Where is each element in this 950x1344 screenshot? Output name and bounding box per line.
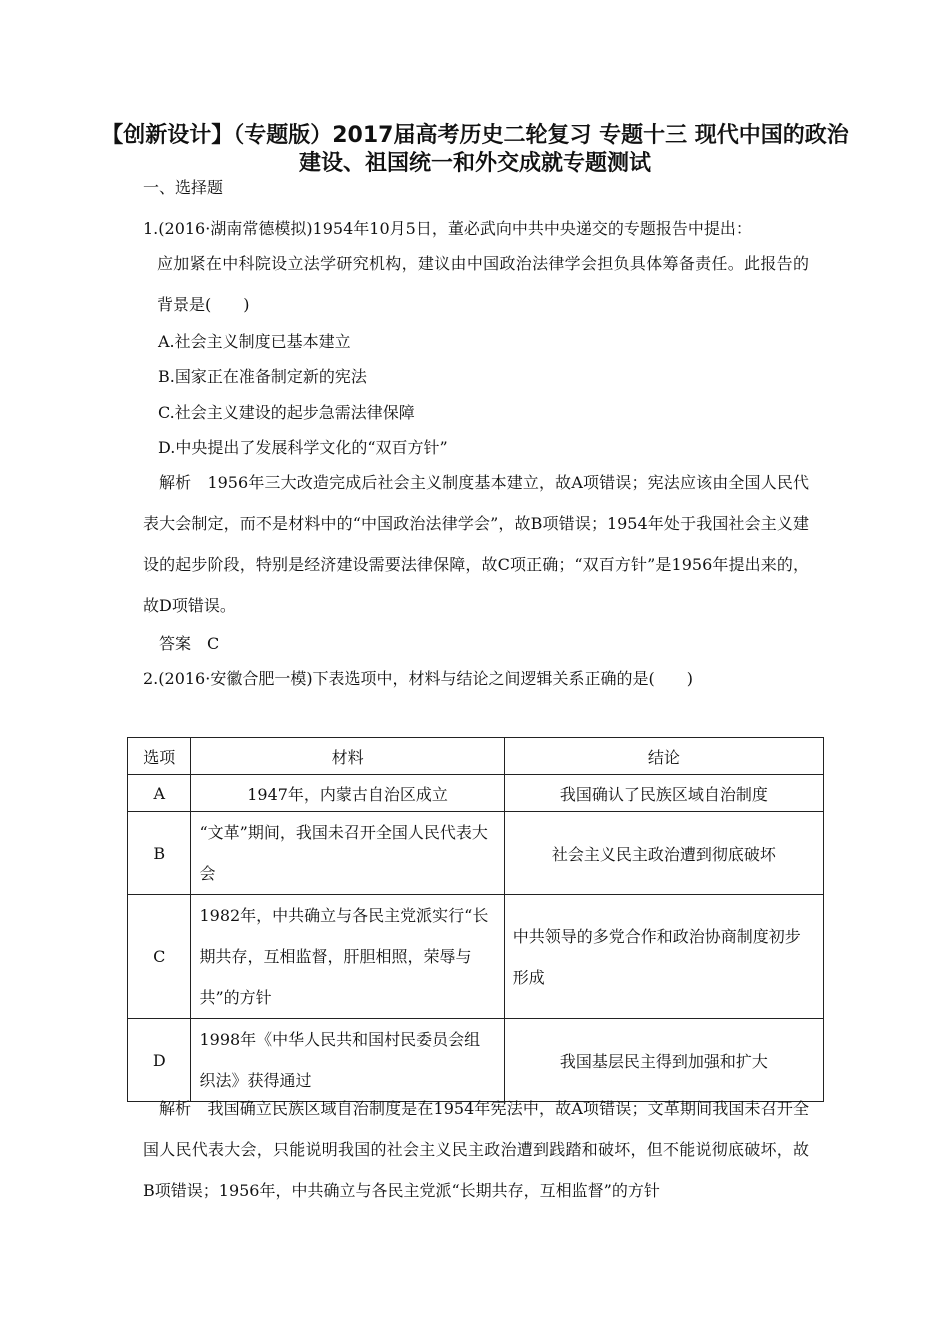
- table-row: [128, 812, 824, 895]
- table-cell-conclusion: 我国确认了民族区域自治制度: [504, 775, 823, 812]
- table-cell-option: A: [128, 775, 191, 812]
- table-header-option: 选项: [128, 738, 191, 775]
- table-cell-option: D: [128, 1019, 191, 1102]
- document-title: 【创新设计】（专题版）2017届高考历史二轮复习 专题十三 现代中国的政治建设、祖国统一和外交成就专题测试: [101, 123, 849, 176]
- question-2-table: [127, 737, 824, 1102]
- question-2-stem: 2.(2016·安徽合肥一模)下表选项中，材料与结论之间逻辑关系正确的是( ): [143, 669, 694, 688]
- table-row: [128, 775, 824, 812]
- table-cell-conclusion: 我国基层民主得到加强和扩大: [504, 1019, 823, 1102]
- question-1-option-b: B.国家正在准备制定新的宪法: [158, 367, 367, 386]
- question-1-option-d: D.中央提出了发展科学文化的“双百方针”: [158, 438, 448, 457]
- section-heading: 一、选择题: [143, 178, 224, 197]
- table-cell-option: C: [128, 895, 191, 1019]
- question-1-option-a: A.社会主义制度已基本建立: [158, 332, 351, 351]
- question-1-option-c: C.社会主义建设的起步急需法律保障: [158, 403, 415, 422]
- table-cell-option: B: [128, 812, 191, 895]
- table-cell-conclusion: 社会主义民主政治遭到彻底破坏: [504, 812, 823, 895]
- question-1-stem-continued: 应加紧在中科院设立法学研究机构，建议由中国政治法律学会担负具体筹备责任。此报告的背景是( ): [157, 254, 809, 314]
- table-row: [128, 895, 824, 1019]
- table-cell-material: “文革”期间，我国未召开全国人民代表大会: [191, 812, 504, 895]
- question-1-answer: 答案 C: [159, 634, 220, 653]
- table-header-conclusion: 结论: [504, 738, 823, 775]
- question-1-analysis: 解析 1956年三大改造完成后社会主义制度基本建立，故A项错误；宪法应该由全国人民代表大会制定，而不是材料中的“中国政治法律学会”，故B项错误；1954年处于我国社会主义建设的起步阶段，特别是经济建设需要法律保障，故C项正确；“双百方针”是1956年提出来的，故D项错误。: [143, 473, 809, 615]
- table-header-material: 材料: [191, 738, 504, 775]
- table-cell-material: 1982年，中共确立与各民主党派实行“长期共存，互相监督，肝胆相照，荣辱与共”的方针: [191, 895, 504, 1019]
- question-2-analysis: 解析 我国确立民族区域自治制度是在1954年宪法中，故A项错误；文革期间我国未召开全国人民代表大会，只能说明我国的社会主义民主政治遭到践踏和破坏，但不能说彻底破坏，故B项错误；1956年，中共确立与各民主党派“长期共存，互相监督”的方针: [143, 1099, 809, 1200]
- table-cell-conclusion: 中共领导的多党合作和政治协商制度初步形成: [504, 895, 823, 1019]
- table-header-row: [128, 738, 824, 775]
- question-1-stem: 1.(2016·湖南常德模拟)1954年10月5日，董必武向中共中央递交的专题报告中提出：: [143, 219, 752, 238]
- table-cell-material: 1998年《中华人民共和国村民委员会组织法》获得通过: [191, 1019, 504, 1102]
- table-cell-material: 1947年，内蒙古自治区成立: [191, 775, 504, 812]
